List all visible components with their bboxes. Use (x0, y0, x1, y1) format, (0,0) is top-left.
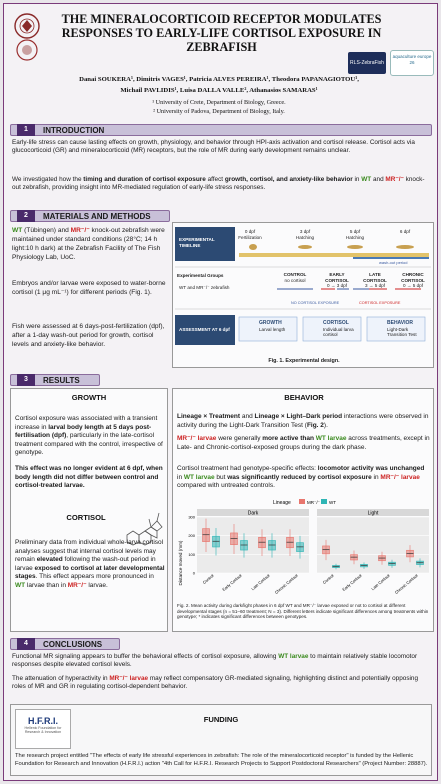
y-tick-label: 300 (188, 514, 195, 520)
conclusions-paragraph-2: The attenuation of hyperactivity in MR⁻/⁻ larvae may reflect compensatory GR-mediated signaling, highlighting distinct and potentially opposing roles of MR and GR in regulating cortisol-dependent behavior. (12, 675, 419, 691)
intro-paragraph-2: We investigated how the timing and duration of cortisol exposure affect growth, cortisol, and anxiety-like behavior in WT and MR⁻/⁻ knock-out zebrafish, providing insight into MR-mediated regulation of early-life stress responses. (12, 176, 425, 192)
affiliations: ¹ University of Crete, Department of Biology, Greece. ² University of Padova, Department of Biology, Italy. (152, 99, 286, 115)
legend-swatch-wt (321, 499, 327, 504)
stage-2: 5 dpf Hatching (345, 229, 365, 240)
stage-1: 3 dpf Hatching (295, 229, 315, 240)
figure-1-experimental-design (172, 222, 434, 368)
section-introduction-header: 1 INTRODUCTION (10, 124, 432, 136)
funding-heading: FUNDING (203, 715, 239, 724)
assess-growth: GROWTH Larval length (259, 320, 286, 332)
aquaculture-europe-logo: aquaculture europe 26 (390, 50, 434, 76)
behavior-paragraph-2: MR⁻/⁻ larvae were generally more active than WT larvae across treatments, except in Late- and Chronic-cortisol-exposed groups during the dark phase. (177, 435, 430, 451)
x-tick-label: Late Cortisol (250, 572, 271, 592)
x-tick-label: Control (201, 572, 215, 586)
legend-label-wt: WT (329, 500, 336, 505)
figure-1-caption: Fig. 1. Experimental design. (268, 358, 340, 364)
growth-paragraph-1: Cortisol exposure was associated with a transient increase in larval body length at 5 days post-fertilisation (dpf), particularly in the late-cortisol treatment compared with the control, irrespective of genotype. (15, 415, 163, 457)
x-tick-label: Early Cortisol (341, 572, 363, 593)
rls-zebrafish-logo: RLS-ZebraFish (348, 52, 386, 74)
group-late: LATE CORTISOL 3 → 5 dpf (363, 272, 387, 289)
timeline-label: EXPERIMENTAL TIMELINE (179, 237, 215, 248)
methods-paragraph-1: WT (Tübingen) and MR⁻/⁻ knock-out zebrafish were maintained under standard conditions (28°C; 14 h light:10 h dark) at the Zebrafish Facility of The Fish Physiology Lab, UoC. (12, 227, 165, 261)
assessment-label: ASSESSMENT AT 6 dpf (179, 327, 230, 332)
x-tick-label: Chronic Cortisol (273, 572, 299, 596)
growth-cortisol-box (10, 388, 168, 632)
legend-title: Lineage (273, 500, 291, 506)
poster (3, 3, 438, 781)
cortisol-heading: CORTISOL (66, 513, 106, 522)
x-tick-label: Control (321, 572, 335, 586)
assess-cortisol: CORTISOL Individual larva cortisol (323, 320, 354, 338)
intro-paragraph-1: Early-life stress can cause lasting effects on growth, physiology, and behavior through HPI-axis activation and cortisol release. Cortisol acts via glucocorticoid (GR) and mineralocorticoid (MR) receptors, but the role of MR during early development remains unclear. (12, 139, 415, 155)
behavior-paragraph-1: Lineage × Treatment and Lineage × Light–Dark period interactions were observed in activity during the Light-Dark Transition Test (Fig. 2). (177, 413, 429, 429)
funding-box (10, 704, 432, 776)
y-axis-label: Distance moved (mm) (178, 540, 183, 586)
section-methods-header: 2 MATERIALS AND METHODS (10, 210, 170, 222)
legend-cortisol: CORTISOL EXPOSURE (359, 301, 401, 305)
groups-label: Experimental Groups (177, 273, 224, 278)
panel-bg (317, 517, 429, 573)
panel-title-light: Light (367, 510, 379, 517)
authors: Danai SOUKERA¹, Dimitris VAGES¹, Patricia ALVES PEREIRA¹, Theodora PAPANAGIOTOU¹, Michail PAVLIDIS¹, Luisa DALLA VALLE², Athanasios SAMARAS¹ (79, 76, 359, 94)
legend-no-cortisol: NO CORTISOL EXPOSURE (291, 301, 340, 305)
y-tick-label: 100 (188, 551, 195, 557)
growth-paragraph-2: This effect was no longer evident at 6 dpf, when body length did not differ between control and cortisol-treated larvae. (15, 465, 163, 490)
y-tick-label: 200 (188, 533, 195, 539)
figure-2-caption: Fig. 2. Mean activity during dark/light phases in 6 dpf WT and MR⁻/⁻ larvae exposed or not to cortisol at different developmental stages (n = 51–60 treatment; N = 3). Different letters indicate significant differences among treatments within genotype; * indicates significant differences between genotypes. (177, 603, 429, 620)
legend-label-mr: MR⁻/⁻ (307, 500, 320, 505)
poster-title: THE MINERALOCORTICOID RECEPTOR MODULATES RESPONSES TO EARLY-LIFE CORTISOL EXPOSURE IN ZEBRAFISH (61, 12, 382, 54)
hfri-logo: H.F.R.I. Hellenic Foundation for Research & Innovation (15, 709, 71, 749)
group-chronic: CHRONIC CORTISOL 0 → 5 dpf (401, 272, 425, 289)
conclusions-paragraph-1: Functional MR signaling appears to buffer the behavioral effects of cortisol exposure, allowing WT larvae to maintain relatively stable locomotor responses despite elevated cortisol levels. (12, 653, 418, 669)
behavior-paragraph-3: Cortisol treatment had genotype-specific effects: locomotor activity was unchanged in WT larvae but was significantly reduced by cortisol exposure in MR⁻/⁻ larvae compared with untreated controls. (177, 465, 425, 490)
behavior-heading: BEHAVIOR (284, 393, 324, 402)
university-seal-logo (10, 12, 44, 62)
washout-label: wash-out period (379, 260, 408, 265)
row-label: WT and MR⁻/⁻ zebrafish (179, 285, 230, 290)
methods-paragraph-3: Fish were assessed at 6 days-post-fertilization (dpf), after a 1-day wash-out period for growth, cortisol levels and anxiety-like behavior. (12, 323, 165, 348)
y-tick-label: 0 (192, 570, 195, 576)
methods-paragraph-2: Embryos and/or larvae were exposed to water-borne cortisol (1 μg mL⁻¹) for different periods (Fig. 1). (12, 280, 166, 296)
figure-2-chart (175, 497, 433, 601)
panel-title-dark: Dark (247, 510, 259, 517)
x-tick-label: Late Cortisol (370, 572, 391, 592)
growth-heading: GROWTH (71, 393, 107, 402)
legend-swatch-mr (299, 499, 305, 504)
x-tick-label: Early Cortisol (221, 572, 243, 593)
group-early: EARLY CORTISOL 0 → 3 dpf (325, 272, 349, 289)
box-mr (203, 529, 210, 542)
cortisol-paragraph: Preliminary data from individual whole-larva cortisol analyses suggest that internal cortisol levels may remain elevated following the wash-out period in larvae exposed to cortisol at later developmental stages. This effect appears more pronounced in WT larvae than in MR⁻/⁻ larvae. (15, 539, 165, 589)
group-control: CONTROL no cortisol (283, 272, 307, 283)
section-results-header: 3 RESULTS (10, 374, 100, 386)
assess-behavior: BEHAVIOR Light-Dark Transition Test (387, 320, 417, 338)
behavior-box (172, 388, 434, 632)
funding-text: The research project entitled "The effects of early life stressful experiences in zebrafish: The role of the mineralocorticoid receptor" is funded by the Hellenic Foundation for Research and Innovation (H.F.R.I.) action "4th Call for H.F.R.I. Research Projects to Support Postdoctoral Researchers" (Project Number: 28887). (15, 753, 428, 767)
x-tick-label: Chronic Cortisol (393, 572, 419, 596)
section-conclusions-header: 4 CONCLUSIONS (10, 638, 120, 650)
stage-3: 6 dpf (399, 229, 411, 234)
stage-0: 0 dpf Fertilization (238, 229, 262, 240)
